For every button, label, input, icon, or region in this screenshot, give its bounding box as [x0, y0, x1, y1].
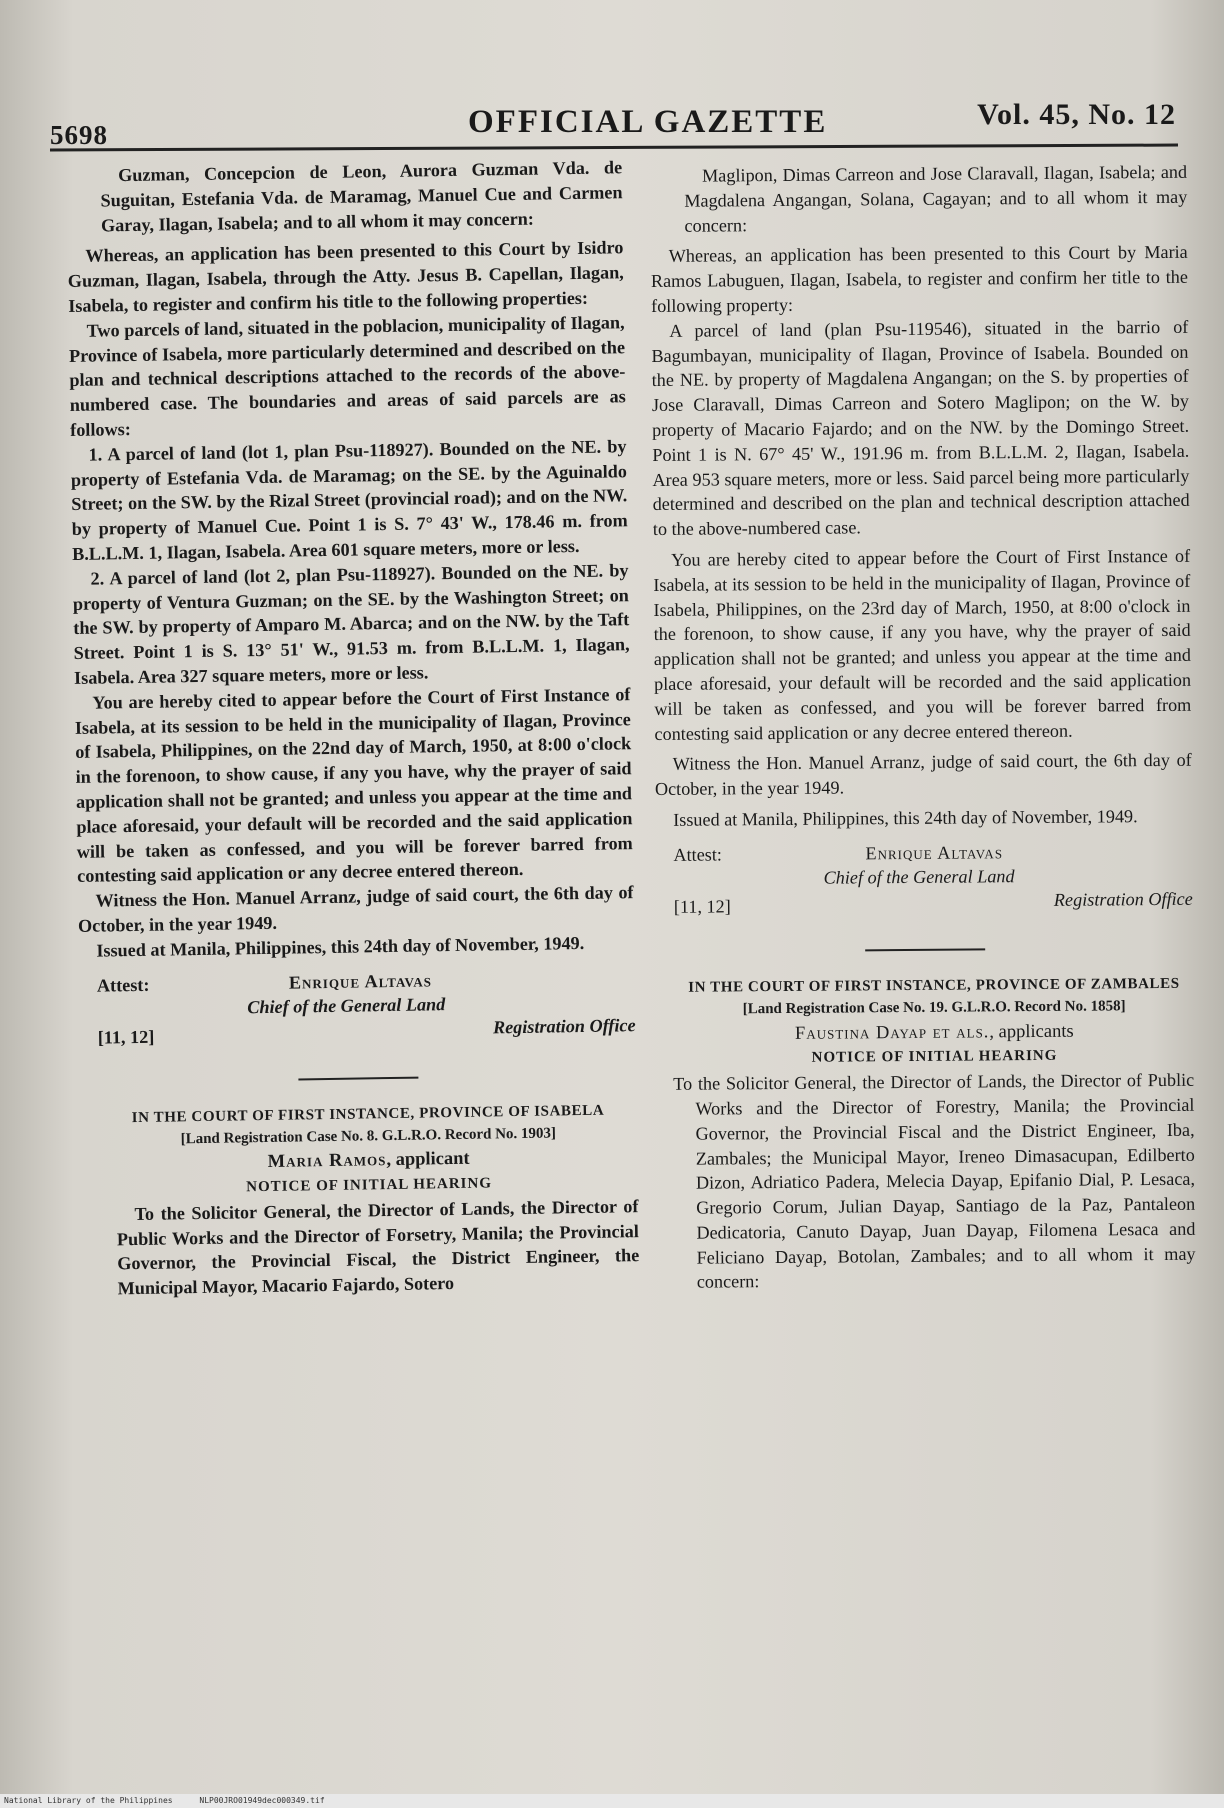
notice-title: NOTICE OF INITIAL HEARING [246, 1175, 493, 1196]
attest-label: Attest: [673, 844, 723, 865]
addressees: Guzman, Concepcion de Leon, Aurora Guzman Vda. de Suguitan, Estefania Vda. de Maramag, Manuel Cue and Carmen Garay, Ilagan, Isabela; and to all whom it may concern: [100, 157, 623, 236]
section-divider [865, 948, 985, 951]
paragraph: Two parcels of land, situated in the poblacion, municipality of Ilagan, Province of Isabela, more particularly determined and described on the plan and technical descriptions attached to the records of the above-numbered case. The boundaries and areas of said parcels are as follows: [68, 312, 626, 440]
attest-title: Registration Office [492, 1014, 636, 1037]
paragraph: You are hereby cited to appear before the Court of First Instance of Isabela, at its session to be held in the municipality of Ilagan, Province of Isabela, Philippines, on the 22nd day of March, 1950, at 8:00 o'clock in the forenoon, to show cause, if any you have, why the prayer of said application shall not be granted; and unless you appear at the time and place aforesaid, your default will be recorded and the said application will be taken as confessed, and you will be forever barred from contesting said application or any decree entered thereon. [74, 683, 633, 887]
paragraph: Issued at Manila, Philippines, this 24th day of November, 1949. [96, 932, 585, 961]
addressees: Maglipon, Dimas Carreon and Jose Claravall, Ilagan, Isabela; and Magdalena Angangan, Solana, Cagayan; and to all whom it may concern: [684, 161, 1188, 236]
court-heading: IN THE COURT OF FIRST INSTANCE, PROVINCE OF ISABELA [131, 1102, 605, 1126]
paragraph: Witness the Hon. Manuel Arranz, judge of said court, the 6th day of October, in the year 1949. [654, 750, 1192, 800]
paragraph: 1. A parcel of land (lot 1, plan Psu-118927). Bounded on the NE. by property of Estefania Vda. de Maramag; on the SE. by the Aguinaldo Street; on the SW. by the Rizal Street (provincial road); and on the NW. by property of Manuel Cue. Point 1 is S. 7° 43' W., 178.46 m. from B.L.L.M. 1, Ilagan, Isabela. Area 601 square meters, more or less. [70, 435, 628, 564]
right-column [650, 160, 1196, 1295]
applicant-name: Maria Ramos [267, 1150, 387, 1173]
attest-name: Enrique Altavas [288, 969, 433, 993]
scan-filename: NLP00JRO01949dec000349.tif [199, 1796, 325, 1805]
to-addressees: To the Solicitor General, the Director of Lands, the Director of Public Works and the Director of Forsetry, Manila; the Provincial Governor, the Provincial Fiscal, the District Engineer, the Municipal Mayor, Macario Fajardo, Sotero [116, 1196, 640, 1299]
left-column [66, 155, 640, 1302]
page-number: 5698 [50, 120, 108, 150]
paragraph: Issued at Manila, Philippines, this 24th day of November, 1949. [673, 806, 1138, 830]
paragraph: Whereas, an application has been presented to this Court by Maria Ramos Labuguen, Ilagan, Isabela, to register and confirm her title to the following property: [650, 242, 1188, 316]
scan-footer [0, 1794, 1224, 1808]
attest-name: Enrique Altavas [865, 841, 1004, 864]
paragraph: 2. A parcel of land (lot 2, plan Psu-118927). Bounded on the NE. by property of Ventura Guzman; on the SE. by the Washington Street; on the SW. by property of Amparo M. Abarca; and on the NW. by the Taft Street. Point 1 is S. 13° 51' W., 91.53 m. from B.L.L.M. 1, Ilagan, Isabela. Area 327 square meters, more or less. [72, 559, 630, 688]
applicant-name: Faustina Dayap et als. [794, 1021, 990, 1044]
publication-title: OFFICIAL GAZETTE [468, 104, 828, 140]
attest-title: Chief of the General Land [823, 865, 1015, 888]
court-heading: IN THE COURT OF FIRST INSTANCE, PROVINCE OF ZAMBALES [688, 975, 1180, 996]
paragraph: A parcel of land (plan Psu-119546), situated in the barrio of Bagumbayan, municipality of Ilagan, Province of Isabela. Bounded on the NE. by property of Magdalena Angangan; on the S. by properties of Jose Claravall, Dimas Carreon and Sotero Maglipon; on the W. by property of Macario Fajardo; and on the NW. by the Domingo Street. Point 1 is N. 67° 45' W., 191.96 m. from B.L.L.M. 2, Ilagan, Isabela. Area 953 square meters, more or less. Said parcel being more particularly determined and described on the plan and technical description attached to the above-numbered case. [651, 316, 1190, 540]
issue-reference: [11, 12] [97, 1026, 155, 1048]
paragraph: Whereas, an application has been presented to this Court by Isidro Guzman, Ilagan, Isabela, through the Atty. Jesus B. Capellan, Ilagan, Isabela, to register and confirm his title to the following properties: [67, 237, 624, 316]
case-line: [Land Registration Case No. 19. G.L.R.O. Record No. 1858] [742, 998, 1126, 1018]
issue-reference: [11, 12] [673, 896, 731, 917]
header-rule [50, 144, 1178, 152]
attestation [655, 838, 1193, 928]
attestation [79, 965, 636, 1060]
section-divider [298, 1076, 418, 1080]
to-addressees: To the Solicitor General, the Director of Lands, the Director of Public Works and the Director of Forestry, Manila; the Provincial Governor, the Provincial Fiscal and the District Engineer, Iba, Zambales; the Municipal Mayor, Ireneo Dimasacupan, Edilberto Dizon, Adriatico Padera, Melecia Dayap, Epifanio Dial, P. Lesaca, Gregorio Corum, Julian Dayap, Santiago de la Paz, Pantaleon Dedicatoria, Canuto Dayap, Juan Dayap, Filomena Lesaca and Feliciano Dayap, Botolan, Zambales; and to all whom it may concern: [673, 1069, 1196, 1293]
paragraph: You are hereby cited to appear before the Court of First Instance of Isabela, at its session to be held in the municipality of Ilagan, Province of Isabela, Philippines, on the 23rd day of March, 1950, at 8:00 o'clock in the forenoon, to show cause, if any you have, why the prayer of said application shall not be granted; and unless you appear at the time and place aforesaid, your default will be recorded and the said application will be taken as confessed, and you will be forever barred from contesting said application or any decree entered thereon. [653, 545, 1192, 744]
volume-number: Vol. 45, No. 12 [977, 98, 1176, 131]
attest-label: Attest: [96, 974, 150, 996]
applicant-suffix: , applicants [989, 1021, 1074, 1042]
case-line: [Land Registration Case No. 8. G.L.R.O. Record No. 1903] [180, 1124, 557, 1147]
page-header [50, 98, 1184, 150]
applicant-suffix: , applicant [386, 1149, 470, 1171]
attest-title: Registration Office [1053, 888, 1193, 910]
attest-title: Chief of the General Land [247, 993, 446, 1017]
paragraph: Witness the Hon. Manuel Arranz, judge of said court, the 6th day of October, in the year 1949. [77, 882, 634, 936]
library-credit: National Library of the Philippines [4, 1796, 173, 1805]
notice-title: NOTICE OF INITIAL HEARING [811, 1048, 1058, 1067]
